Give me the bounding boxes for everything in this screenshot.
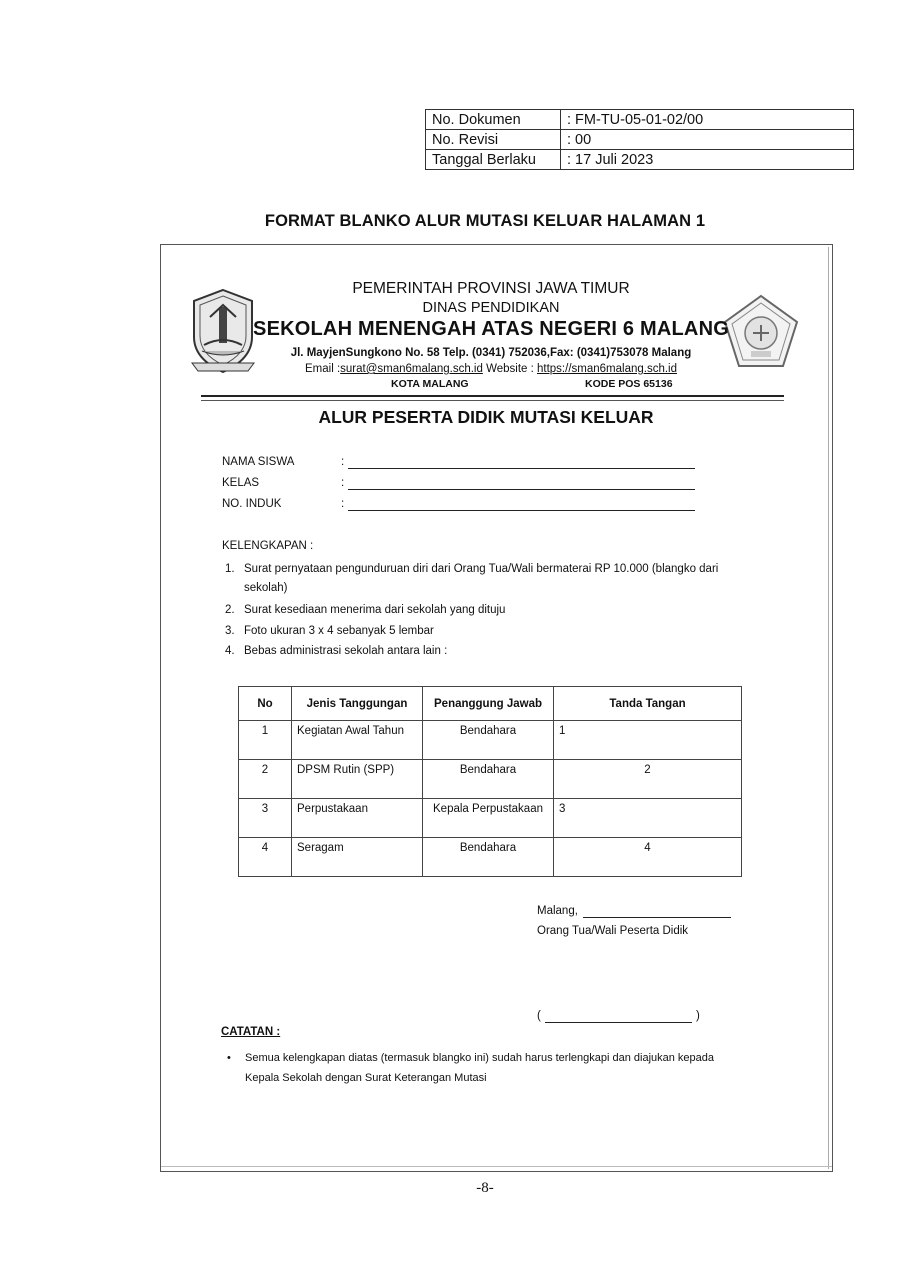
row-signature[interactable]: 3 — [554, 799, 742, 838]
notes-text: Semua kelengkapan diatas (termasuk blangko ini) sudah harus terlengkapi dan diajukan kepada Kepala Sekolah dengan Surat Keterangan Mutasi — [245, 1052, 715, 1084]
row-no: 3 — [239, 799, 292, 838]
revision-value: : 00 — [561, 130, 854, 150]
letterhead-contact — [251, 363, 731, 375]
header-type: Jenis Tanggungan — [292, 687, 423, 721]
bullet-icon: • — [227, 1052, 231, 1064]
revision-label: No. Revisi — [426, 130, 561, 150]
requirements-heading: KELENGKAPAN : — [222, 540, 314, 552]
row-signature[interactable]: 4 — [554, 838, 742, 877]
row-no: 1 — [239, 721, 292, 760]
letterhead-rule-thin — [201, 400, 784, 401]
letterhead-city: KOTA MALANG — [391, 378, 469, 390]
class-blank[interactable] — [348, 489, 695, 490]
field-label: NAMA SISWA — [222, 456, 295, 468]
school-seal-icon — [722, 293, 800, 371]
row-responsible: Kepala Perpustakaan — [423, 799, 554, 838]
row-type: Seragam — [292, 838, 423, 877]
field-colon: : — [341, 477, 345, 489]
header-no: No — [239, 687, 292, 721]
student-name-blank[interactable] — [348, 468, 695, 469]
header-signature: Tanda Tangan — [554, 687, 742, 721]
website-link[interactable]: https://sman6malang.sch.id — [537, 363, 677, 375]
requirement-text: Surat pernyataan pengunduruan diri dari Orang Tua/Wali bermaterai RP 10.000 (blangko dari — [244, 563, 719, 575]
requirement-number: 4. — [225, 645, 235, 657]
field-colon: : — [341, 456, 345, 468]
field-colon: : — [341, 498, 345, 510]
page-number: -8- — [476, 1180, 494, 1196]
scan-edge-bottom — [161, 1166, 832, 1167]
requirement-number: 2. — [225, 604, 235, 616]
letterhead-postcode: KODE POS 65136 — [585, 378, 673, 390]
table-row — [239, 721, 742, 760]
row-type: Perpustakaan — [292, 799, 423, 838]
effective-date-value: : 17 Juli 2023 — [561, 150, 854, 170]
signature-close-paren: ) — [696, 1010, 700, 1022]
scan-edge-right — [828, 247, 829, 1169]
requirement-text: Foto ukuran 3 x 4 sebanyak 5 lembar — [244, 625, 434, 637]
row-no: 2 — [239, 760, 292, 799]
field-label: NO. INDUK — [222, 498, 282, 510]
row-type: Kegiatan Awal Tahun — [292, 721, 423, 760]
letterhead-rule — [201, 395, 784, 397]
letterhead-address: Jl. MayjenSungkono No. 58 Telp. (0341) 752036,Fax: (0341)753078 Malang — [290, 347, 692, 359]
table-row — [239, 838, 742, 877]
row-no: 4 — [239, 838, 292, 877]
requirement-item — [225, 560, 755, 598]
clearance-table — [238, 686, 742, 877]
requirement-text: Bebas administrasi sekolah antara lain : — [244, 645, 448, 657]
effective-date-label: Tanggal Berlaku — [426, 150, 561, 170]
signer-role: Orang Tua/Wali Peserta Didik — [537, 925, 689, 937]
doc-number-row — [426, 110, 854, 130]
page-title: FORMAT BLANKO ALUR MUTASI KELUAR HALAMAN 1 — [264, 212, 706, 230]
email-prefix: Email : — [305, 363, 341, 375]
row-signature[interactable]: 1 — [554, 721, 742, 760]
field-label: KELAS — [222, 477, 260, 489]
date-blank[interactable] — [583, 917, 731, 918]
letterhead-school-name: SEKOLAH MENENGAH ATAS NEGERI 6 MALANG — [253, 318, 729, 340]
signature-line — [537, 1010, 700, 1022]
requirement-text: Surat kesediaan menerima dari sekolah yang dituju — [244, 604, 506, 616]
requirement-text-cont: sekolah) — [244, 582, 288, 594]
table-row — [239, 799, 742, 838]
signature-place-date — [537, 905, 578, 917]
row-signature[interactable]: 2 — [554, 760, 742, 799]
scanned-form — [160, 244, 833, 1172]
student-id-blank[interactable] — [348, 510, 695, 511]
signature-open-paren: ( — [537, 1010, 541, 1022]
email-link[interactable]: surat@sman6malang.sch.id — [340, 363, 483, 375]
province-emblem-icon — [188, 287, 258, 375]
effective-date-row — [426, 150, 854, 170]
signature-blank[interactable] — [545, 1022, 692, 1023]
requirement-number: 1. — [225, 563, 235, 575]
header-responsible: Penanggung Jawab — [423, 687, 554, 721]
table-header-row — [239, 687, 742, 721]
letterhead-government: PEMERINTAH PROVINSI JAWA TIMUR — [352, 280, 630, 297]
revision-row — [426, 130, 854, 150]
requirement-number: 3. — [225, 625, 235, 637]
row-responsible: Bendahara — [423, 838, 554, 877]
row-responsible: Bendahara — [423, 760, 554, 799]
notes-heading: CATATAN : — [221, 1026, 281, 1038]
row-type: DPSM Rutin (SPP) — [292, 760, 423, 799]
letterhead-department: DINAS PENDIDIKAN — [422, 300, 560, 316]
document-control-table — [425, 109, 854, 170]
table-row — [239, 760, 742, 799]
website-prefix: Website : — [482, 363, 537, 375]
doc-number-value: : FM-TU-05-01-02/00 — [561, 110, 854, 130]
row-responsible: Bendahara — [423, 721, 554, 760]
place-label: Malang, — [537, 905, 578, 917]
doc-number-label: No. Dokumen — [426, 110, 561, 130]
form-title: ALUR PESERTA DIDIK MUTASI KELUAR — [318, 407, 654, 427]
